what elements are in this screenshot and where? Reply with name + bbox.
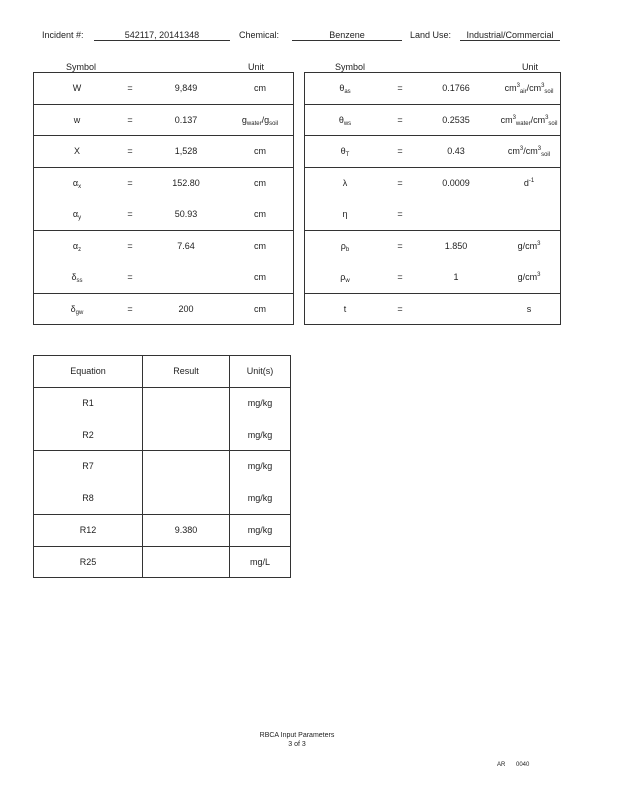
left-row-divider bbox=[33, 104, 294, 105]
right-unit-a-sup: 3 bbox=[537, 240, 541, 247]
right-symbol-char: η bbox=[342, 209, 348, 219]
left-equals: = bbox=[127, 114, 133, 125]
left-unit-a: g bbox=[241, 114, 247, 125]
right-symbol-char: θ bbox=[338, 114, 344, 125]
right-unit bbox=[496, 115, 562, 127]
left-unit bbox=[228, 304, 292, 314]
left-symbol-char: δ bbox=[71, 272, 77, 282]
right-unit-b: /cm bbox=[526, 83, 542, 93]
right-unit-a-sup: 3 bbox=[512, 114, 516, 121]
right-unit-b-sub: soil bbox=[544, 89, 554, 95]
left-table-right-rule bbox=[293, 72, 294, 324]
left-value: 1,528 bbox=[174, 146, 198, 156]
right-unit-a: cm bbox=[507, 146, 520, 156]
left-equals: = bbox=[127, 177, 133, 188]
right-unit bbox=[496, 272, 562, 282]
right-value: 0.2535 bbox=[442, 114, 470, 125]
right-unit-a-sup: -1 bbox=[528, 177, 535, 184]
left-symbol-char: X bbox=[73, 146, 80, 156]
right-symbol-sub: b bbox=[345, 246, 350, 253]
left-table-left-rule bbox=[33, 72, 34, 324]
left-unit-a: cm bbox=[254, 177, 266, 188]
left-symbol-sub: gw bbox=[75, 309, 84, 316]
right-table-left-rule bbox=[304, 72, 305, 324]
left-unit-b: /g bbox=[261, 114, 270, 125]
right-equals: = bbox=[397, 177, 403, 188]
footer-code-a: AR bbox=[497, 762, 506, 768]
left-row-divider bbox=[33, 293, 294, 294]
right-row-divider bbox=[304, 104, 561, 105]
left-unit bbox=[228, 83, 292, 93]
left-symbol bbox=[50, 83, 104, 93]
left-symbol bbox=[50, 115, 104, 125]
land-use-label: Land Use: bbox=[410, 30, 452, 40]
left-symbol-char: w bbox=[73, 114, 81, 125]
left-symbol-header: Symbol bbox=[66, 62, 97, 72]
right-symbol-char: t bbox=[343, 303, 347, 314]
left-symbol-sub: x bbox=[78, 183, 82, 190]
right-value: 0.43 bbox=[447, 146, 465, 156]
right-table-top-rule bbox=[304, 72, 561, 73]
right-symbol bbox=[318, 241, 372, 253]
left-symbol-char: δ bbox=[70, 303, 76, 314]
right-unit-b-sup: 3 bbox=[541, 83, 545, 89]
results-unit: mg/kg bbox=[247, 461, 273, 472]
results-equation: R2 bbox=[82, 429, 94, 440]
left-symbol bbox=[50, 178, 104, 190]
results-right-rule bbox=[290, 355, 291, 577]
right-unit-header: Unit bbox=[522, 62, 539, 72]
right-unit-b: /cm bbox=[530, 114, 546, 125]
results-unit: mg/kg bbox=[247, 493, 273, 504]
left-symbol-sub: z bbox=[78, 246, 82, 253]
left-unit-b-sub: soil bbox=[269, 120, 279, 127]
right-symbol-header: Symbol bbox=[335, 62, 366, 72]
right-unit bbox=[496, 178, 562, 188]
left-row-divider bbox=[33, 230, 294, 231]
results-col-rule-1 bbox=[142, 355, 143, 577]
right-unit-b-sub: soil bbox=[548, 120, 558, 127]
left-equals: = bbox=[127, 303, 133, 314]
results-header-rule bbox=[33, 387, 291, 388]
results-unit: mg/L bbox=[249, 556, 270, 567]
equation-header: Equation bbox=[70, 366, 106, 376]
left-symbol-char: α bbox=[72, 177, 79, 188]
right-value: 1 bbox=[453, 272, 459, 282]
right-value: 0.1766 bbox=[442, 83, 470, 93]
right-unit-a: cm bbox=[504, 83, 517, 93]
footer-page: 3 of 3 bbox=[288, 741, 306, 748]
right-equals: = bbox=[397, 114, 403, 125]
right-unit-a: cm bbox=[500, 114, 513, 125]
units-header: Unit(s) bbox=[246, 366, 274, 376]
right-equals: = bbox=[397, 303, 403, 314]
left-unit bbox=[228, 146, 292, 156]
incident-value: 542117, 20141348 bbox=[94, 30, 230, 41]
right-symbol-sub: w bbox=[345, 278, 350, 284]
result-header: Result bbox=[173, 366, 199, 376]
right-symbol-char: ρ bbox=[340, 272, 346, 282]
right-unit-b-sup: 3 bbox=[537, 146, 542, 152]
right-symbol-char: θ bbox=[339, 83, 345, 93]
left-unit-a: cm bbox=[254, 146, 266, 156]
left-unit-header: Unit bbox=[248, 62, 265, 72]
left-unit bbox=[228, 241, 292, 251]
left-equals: = bbox=[127, 83, 133, 93]
right-symbol-char: θ bbox=[340, 146, 346, 156]
left-value: 9,849 bbox=[174, 83, 198, 93]
left-equals: = bbox=[127, 209, 133, 219]
left-symbol-sub: ss bbox=[76, 278, 83, 284]
results-equation: R7 bbox=[82, 461, 94, 472]
left-value: 0.137 bbox=[174, 114, 198, 125]
right-symbol-sub: ws bbox=[343, 120, 352, 127]
right-value: 1.850 bbox=[444, 240, 468, 251]
right-unit-a-sup: 3 bbox=[537, 272, 541, 278]
left-symbol bbox=[50, 146, 104, 156]
left-symbol-char: W bbox=[72, 83, 82, 93]
right-unit-b-sub: soil bbox=[541, 152, 551, 158]
left-symbol bbox=[50, 304, 104, 316]
left-unit-a: cm bbox=[254, 272, 266, 282]
results-unit: mg/kg bbox=[247, 429, 273, 440]
results-row-divider bbox=[33, 450, 291, 451]
right-unit bbox=[496, 241, 562, 251]
left-unit-a-sub: water bbox=[246, 120, 262, 127]
left-equals: = bbox=[127, 146, 133, 156]
left-unit-a: cm bbox=[254, 303, 266, 314]
left-table-top-rule bbox=[33, 72, 294, 73]
right-unit-a: s bbox=[526, 303, 532, 314]
results-equation: R12 bbox=[79, 524, 97, 535]
left-unit bbox=[228, 178, 292, 188]
right-symbol bbox=[318, 272, 372, 284]
left-unit bbox=[228, 209, 292, 219]
right-symbol-sub: as bbox=[344, 89, 351, 95]
footer-code-b: 0040 bbox=[516, 762, 530, 768]
results-bottom-rule bbox=[33, 577, 291, 578]
left-symbol-sub: y bbox=[78, 215, 82, 221]
right-unit-a-sup: 3 bbox=[519, 146, 524, 152]
results-unit: mg/kg bbox=[247, 524, 273, 535]
results-equation: R1 bbox=[82, 398, 94, 408]
right-unit-a: d bbox=[523, 177, 529, 188]
chemical-label: Chemical: bbox=[239, 30, 280, 40]
left-symbol-char: α bbox=[72, 240, 79, 251]
left-row-divider bbox=[33, 135, 294, 136]
results-row-divider bbox=[33, 514, 291, 515]
right-unit-b: /cm bbox=[523, 146, 538, 156]
right-table-right-rule bbox=[560, 72, 561, 324]
results-value: 9.380 bbox=[174, 524, 198, 535]
right-unit-a: g/cm bbox=[517, 240, 538, 251]
right-unit-a-sup: 3 bbox=[516, 83, 520, 89]
left-unit bbox=[228, 272, 292, 282]
right-unit bbox=[496, 146, 562, 158]
left-symbol bbox=[50, 209, 104, 221]
left-equals: = bbox=[127, 240, 133, 251]
right-equals: = bbox=[397, 272, 403, 282]
incident-label: Incident #: bbox=[42, 30, 84, 40]
right-unit-b-sup: 3 bbox=[545, 114, 549, 121]
right-unit-a-sub: water bbox=[515, 120, 531, 127]
results-equation: R8 bbox=[82, 493, 94, 504]
left-value: 152.80 bbox=[172, 177, 200, 188]
results-top-rule bbox=[33, 355, 291, 356]
right-equals: = bbox=[397, 146, 403, 156]
left-value: 7.64 bbox=[177, 240, 195, 251]
right-symbol bbox=[318, 209, 372, 219]
right-symbol bbox=[318, 146, 372, 158]
right-unit-a-sub: air bbox=[519, 89, 527, 95]
right-unit-a: g/cm bbox=[517, 272, 538, 282]
land-use-value: Industrial/Commercial bbox=[460, 30, 560, 41]
results-equation: R25 bbox=[79, 556, 97, 567]
right-symbol bbox=[318, 304, 372, 314]
left-equals: = bbox=[127, 272, 133, 282]
right-equals: = bbox=[397, 83, 403, 93]
right-unit bbox=[496, 83, 562, 95]
left-table-bottom-rule bbox=[33, 324, 294, 325]
left-unit bbox=[228, 115, 292, 127]
right-row-divider bbox=[304, 167, 561, 168]
right-symbol bbox=[318, 178, 372, 188]
left-symbol bbox=[50, 272, 104, 284]
right-symbol-char: ρ bbox=[340, 240, 346, 251]
right-symbol bbox=[318, 115, 372, 127]
right-row-divider bbox=[304, 230, 561, 231]
results-unit: mg/kg bbox=[247, 398, 273, 408]
right-value: 0.0009 bbox=[442, 177, 470, 188]
left-row-divider bbox=[33, 167, 294, 168]
left-symbol-char: α bbox=[72, 209, 79, 219]
left-symbol bbox=[50, 241, 104, 253]
right-table-bottom-rule bbox=[304, 324, 561, 325]
left-value: 200 bbox=[178, 303, 194, 314]
footer-title: RBCA Input Parameters bbox=[259, 732, 335, 739]
chemical-value: Benzene bbox=[292, 30, 402, 41]
right-symbol-char: λ bbox=[342, 177, 348, 188]
right-symbol-sub: T bbox=[345, 152, 350, 158]
right-equals: = bbox=[397, 240, 403, 251]
left-unit-a: cm bbox=[254, 240, 266, 251]
left-unit-a: cm bbox=[254, 83, 266, 93]
right-symbol bbox=[318, 83, 372, 95]
results-row-divider bbox=[33, 546, 291, 547]
right-row-divider bbox=[304, 293, 561, 294]
right-row-divider bbox=[304, 135, 561, 136]
right-unit bbox=[496, 304, 562, 314]
left-value: 50.93 bbox=[174, 209, 198, 219]
right-equals: = bbox=[397, 209, 403, 219]
left-unit-a: cm bbox=[254, 209, 266, 219]
